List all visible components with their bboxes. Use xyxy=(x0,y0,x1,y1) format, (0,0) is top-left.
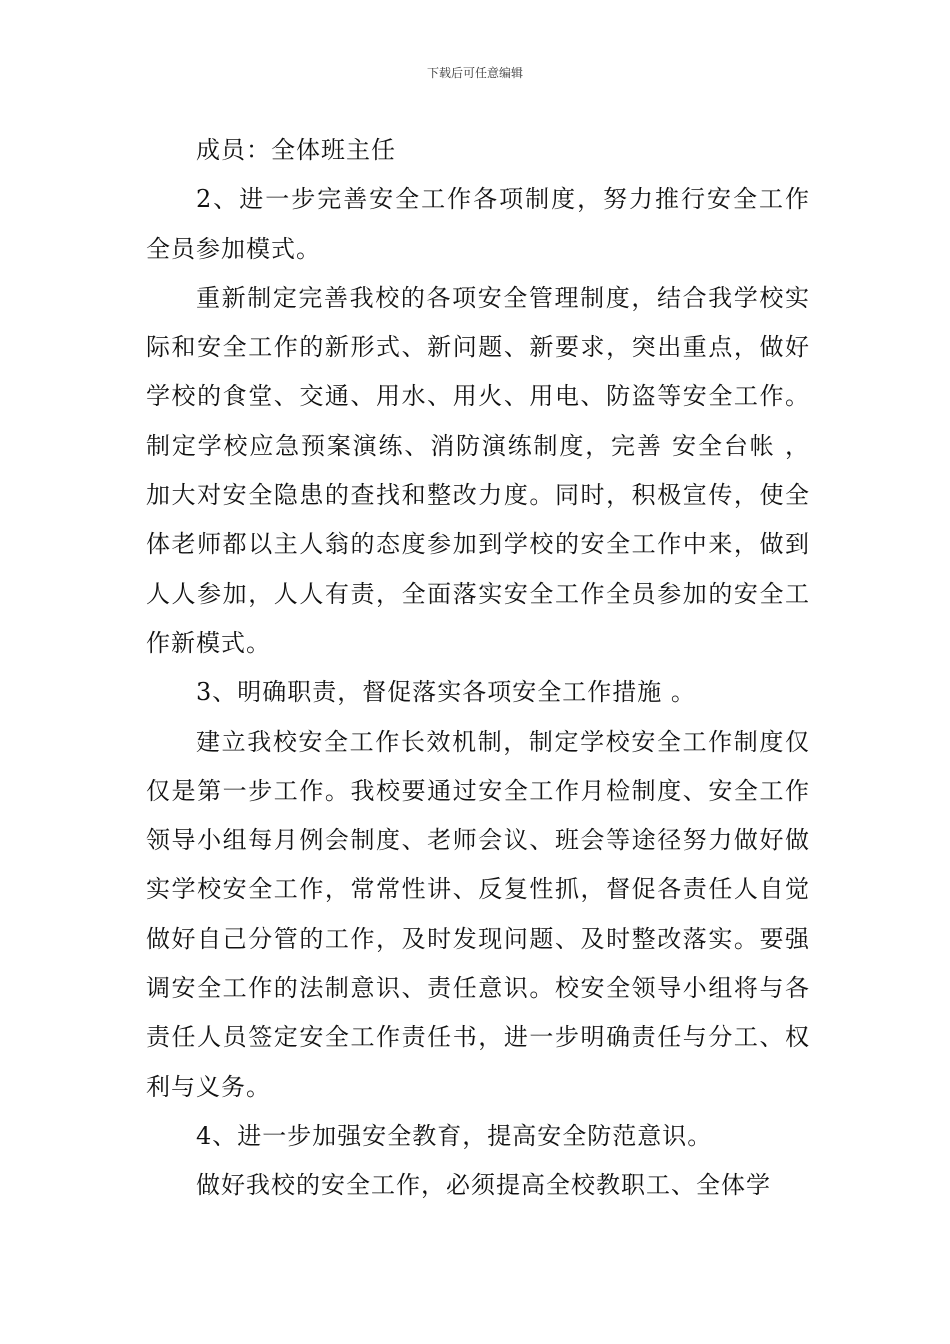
paragraph-members: 成员：全体班主任 xyxy=(196,136,396,164)
paragraph-section-2-body: 重新制定完善我校的各项安全管理制度，结合我学校实际和安全工作的新形式、新问题、新要求，突出重点，做好学校的食堂、交通、用水、用火、用电、防盗等安全工作。制定学校应急预案演练、消防演练制度，完善 安全台帐 ，加大对安全隐患的查找和整改力度。同时，积极宣传，使全体老师都以主人翁的态度参加到学校的安全工作中来，做到人人参加，人人有责，全面落实安全工作全员参加的安全工作新模式。 xyxy=(146,283,810,657)
paragraph-section-2-heading: 2、进一步完善安全工作各项制度，努力推行安全工作全员参加模式。 xyxy=(146,185,810,263)
paragraph-section-4-body: 做好我校的安全工作，必须提高全校教职工、全体学 xyxy=(196,1171,771,1200)
document-body xyxy=(146,126,810,1211)
page-header-note: 下载后可任意编辑 xyxy=(426,66,523,80)
paragraph-section-3-body: 建立我校安全工作长效机制，制定学校安全工作制度仅仅是第一步工作。我校要通过安全工作月检制度、安全工作领导小组每月例会制度、老师会议、班会等途径努力做好做实学校安全工作，常常性讲、反复性抓，督促各责任人自觉做好自己分管的工作，及时发现问题、及时整改落实。要强调安全工作的法制意识、责任意识。校安全领导小组将与各责任人员签定安全工作责任书，进一步明确责任与分工、权利与义务。 xyxy=(146,727,810,1101)
paragraph-section-3-heading: 3、明确职责，督促落实各项安全工作措施 。 xyxy=(196,678,696,707)
paragraph-section-4-heading: 4、进一步加强安全教育，提高安全防范意识。 xyxy=(196,1121,713,1150)
